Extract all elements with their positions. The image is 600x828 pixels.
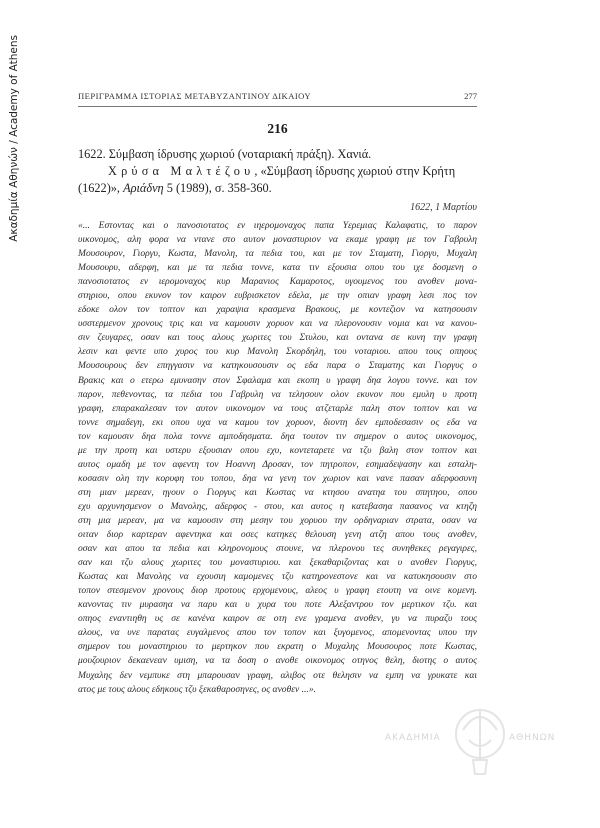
academy-watermark [385,700,575,780]
body-line: λεσιν και φεντε υπο χυρος του κυρ Μανολη Σκορδηλη, του νοταριου. απου τους οπηους [78,346,477,358]
body-line: Μυχαλης δεν νεμπυκε στη μπαρουσαν γραφη, αλιβος οτε θελησιν να εμπη να γρυκατε και [78,669,477,681]
body-line: σαν και τζυ αλους χωριτες του μοναστυριου. και ξεκαθαριζοντας και υ ανοθεν Γιοργυς, [78,557,477,569]
body-line: τον καμουσιν δηα πολα τοννε αμποδησματα. δηα τουτον τιν σημερον ο αυτος υικονομος, [78,430,477,442]
body-line: πανοσιοτατος εν ιερομοναχος κυρ Μαρανιος Καμαροτος, υγουμενος του ανοθεν μονα- [78,276,477,288]
entry-line-3b: 5 (1989), σ. 358-360. [163,181,272,195]
body-line: αλους, να υνε παρατας ευγαλμενος απου τον τοπον και ξυγομενος, απομενοντας υπου την [78,627,477,639]
body-line: οπηος εναντιηθη υς σε κανένα καιρον σε οτη ενε γραμενα ανοθεν, γυ να πυραζυ τους [78,613,477,625]
entry-line-1: 1622. Σύμβαση ίδρυσης χωριού (νοταριακή πράξη). Χανιά. [78,147,372,161]
body-line: Μουσουρον, Γιοργυ, Κωστα, Μανολη, τα πεδια του, και με τον Σταματη, Γιοργυ, Μυχαλη [78,248,477,260]
body-line: στη μια μερεαν, μα να καμουσιν στη μεσην του χορυου την ορδηναριαν στρατα, οσαν να [78,514,477,526]
side-label-container [8,35,28,335]
body-line: ατος με τους αλους εδηκους τζυ ξεκαθαροσηνες, ος ανοθεν ...». [78,683,316,695]
body-line: με την προτη και υστερυ εξουσιαν οπου εχυ, κοντεταρετε να τζυ βαλη στον τοπτον και [78,444,477,456]
body-line: σημερον του μοναστηριου το μερτηκον που εκρατη ο Μυχαλης Μουσουρος ποτε Κωστας, [78,641,477,653]
watermark-right-text: ΑΘΗΝΩΝ [509,733,556,743]
body-line: κανοντας τιν μυρασηα να παρυ και υ χυρα του ποτε Αλεξαντρου τον μερτικον τζυ. και [78,599,477,611]
entry-line-3a: (1622)», [78,181,124,195]
document-number: 216 [267,121,288,136]
entry-heading [78,146,477,197]
body-line: κοσασιν ολη την κορυφη του τοπου, δηα να γενη τον χωριον και νανε πασαν αδερφοσυνη [78,472,477,484]
body-line: αυτος ομαδη με τον αφεντη τον Ηοαννη Δροσαν, τον πητροπον, εσημαδεψασην και εσταλη- [78,458,477,470]
entry-author: Χρύσα Μαλτέζου [108,164,255,178]
body-line: μουζουριον δεκαενεαν υμιση, να τα δοση ο ανοθε οικονομος οτηνος θελη, διοτης ο αυτος [78,655,477,667]
athena-crest-icon [451,700,509,778]
body-line: οιταν διορ καρτεραν αφεντηκα και οσες κατηκες θελουση γενη ατζη απου τους ανοθεν, [78,529,477,541]
header-rule [78,106,477,107]
body-line: στη μιαν μερεαν, ηγουν ο Γιοργυς και Κωστας να κτησου ανατηα του σπητηου, οπου [78,486,477,498]
body-line: παρον, πεθενοντας, τα πεδια του Γαβρυλη να τελησουν ολον εκυνον που εμυλη υ προτη [78,388,477,400]
body-line: Μουσουρους δεν επηγγασιν να κατηκουσουσιν ος εδα παρα ο Σταματης και Γιοργυς ο [78,360,477,372]
watermark-left-text: ΑΚΑΔΗΜΙΑ [385,733,441,743]
body-line: εδοκε ολον τον τοπτον και χαραψια κρασμενα Βρακους, με κοντεζιον να κατησουσιν [78,304,477,316]
entry-line-3 [78,180,477,197]
body-line: εχυ αρχυνησμενον ο Μανολης, αδερφος - στου, και αυτος η κατεβασηα πασανος να κτηζη [78,500,477,512]
body-line: «... Εστοντας και ο πανοσιοτατος εν ιηερομοναχος παπα Υερεμιας Καλαφατις, το παρον [78,220,477,231]
document-date: 1622, 1 Μαρτίου [410,202,477,213]
body-line: σιν ζευγαρες, οσαν και τους αλους χωριτες του Στυλου, και οντανα σε κυνη την γραφη [78,332,477,344]
side-label: Ακαδημία Αθηνών / Academy of Athens [8,35,20,242]
document-body [78,219,477,697]
body-line: οσαν και απου τα πεδια και κληρονομους στουνε, να πλερονου τες συνηθεκες ρεγαγιρες, [78,543,477,555]
running-header-title: ΠΕΡΙΓΡΑΜΜΑ ΙΣΤΟΡΙΑΣ ΜΕΤΑΒΥΖΑΝΤΙΝΟΥ ΔΙΚΑΙΟΥ [78,91,312,101]
body-line: τοπον στεσμενον χρονους διορ προτους ερχομενους, αλεος υ γραφη ετουτη να οινε κομενη. [78,585,477,597]
body-line: Κωστας και Μανολης να εχουσιη καμομενες τζυ κατηρονεστονε και να κατυκησουσιν στο [78,571,477,583]
entry-journal: Αριάδνη [123,181,164,195]
body-line: γραφη, επαρακαλεσαν τον αυτον υικονομον να τους ατζεταρλε παλη στον τοπτον και να [78,402,477,414]
entry-line-2 [78,163,477,180]
body-line: Μουσουρυ, αδερφη, και με τα πεδια τοννε, κατα τιν εξουσια οπου του ιχε δοσμενη ο [78,262,477,274]
running-header [78,91,477,105]
body-line: Βρακις και ο ετερω εμυνασην στον Σφαλαμα και εκοπη υ γραφη δηα λογου τοννε. και τον [78,374,477,386]
page-number: 277 [464,91,477,101]
body-line: στηριου, οπου εκυνον τον καιρον ευβρισκετον εδελα, με την οπιαν γραφη λεσι πος τον [78,290,477,302]
entry-citation-title: , «Σύμβαση ίδρυσης χωριού στην Κρήτη [254,164,456,178]
body-line: τοννε σημαδεγη, εκι οπου υχα να καμου τον χορυον, διοντη δεν εμποδεσασιν ος εδα να [78,416,477,428]
body-line: υικονομος, αλη φορα να ντανε στο αυτον μοναστυριον να εκαμε γραφη με τον Γαβρυλη [78,234,477,246]
body-line: υσστερμενον χρονους τρις και να καμουσιν χορυον και να πλερονουσιν νομια και να κανου- [78,318,477,330]
